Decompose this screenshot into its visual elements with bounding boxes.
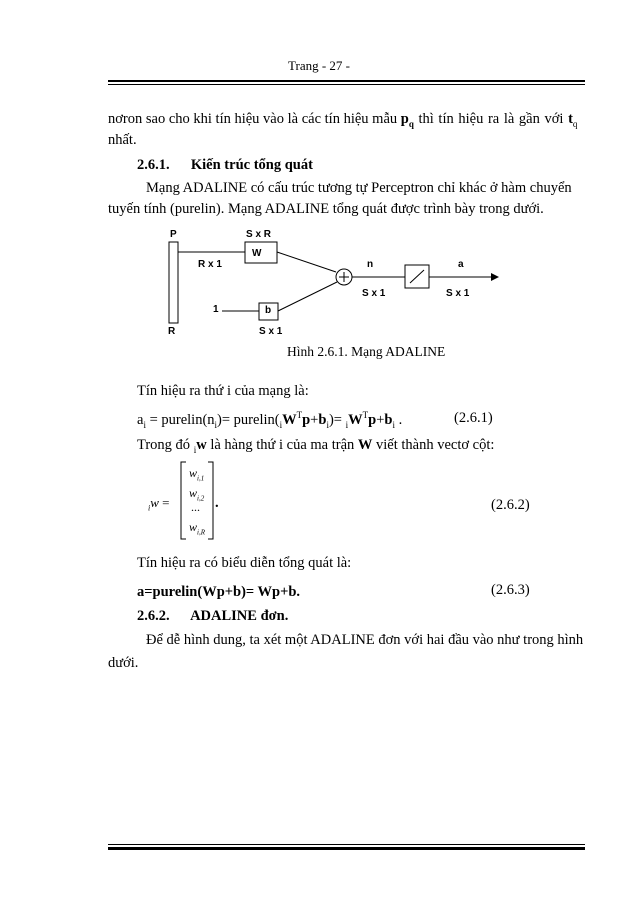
footer-rule	[108, 847, 585, 850]
equation-2-6-3: a=purelin(Wp+b)= Wp+b.	[137, 584, 301, 600]
paragraph-line: nơron sao cho khi tín hiệu vào là các tín hiệu mẫu $p_q$ thì tín hiệu ra là gần với $t_q$	[108, 111, 578, 129]
paragraph-line: Để dễ hình dung, ta xét một ADALINE đơn với hai đầu vào như trong hình	[146, 632, 584, 648]
diagram-label-sxr: S x R	[246, 229, 272, 240]
equation-number: (2.6.3)	[491, 582, 530, 598]
section-heading	[137, 606, 288, 626]
matrix-entry: $w_{i,2}$	[189, 486, 205, 503]
figure-caption: Hình 2.6.1. Mạng ADALINE	[287, 344, 446, 359]
paragraph-line: Tín hiệu ra thứ i của mạng là:	[137, 383, 309, 399]
section-title: ADALINE đơn.	[190, 608, 289, 624]
diagram-label-rx1: R x 1	[198, 259, 222, 270]
diagram-label-n: n	[367, 259, 374, 270]
diagram-label-sx1-n: S x 1	[362, 288, 386, 299]
footer-rule-thin	[108, 844, 585, 845]
paragraph-line: dưới.	[108, 655, 139, 671]
section-title: Kiến trúc tổng quát	[190, 157, 313, 173]
diagram-label-p: P	[170, 229, 177, 240]
matrix-period: .	[215, 495, 219, 511]
diagram-label-w: W	[252, 248, 262, 259]
matrix-ellipsis: ...	[191, 500, 200, 514]
matrix-entry: $w_{i,1}$	[189, 466, 205, 483]
diagram-label-b: b	[265, 305, 272, 316]
paragraph-line: Trong đó $_i$w là hàng thứ i của ma trận W viết thành vectơ cột:	[137, 437, 495, 455]
diagram-label-one: 1	[213, 304, 219, 315]
page-number: Trang - 27 -	[288, 58, 350, 73]
paragraph-line: tuyến tính (purelin). Mạng ADALINE tổng quát được trình bày trong dưới.	[108, 201, 544, 217]
section-number: 2.6.1.	[137, 157, 170, 173]
equation-number: (2.6.1)	[454, 410, 493, 426]
equation-2-6-1: $a_i$ = $purelin(n_i)=$ $purelin(_iW^Tp+b_i)= _iW^Tp+b_i$ .	[137, 410, 403, 430]
diagram-label-sx1-a: S x 1	[446, 288, 470, 299]
diagram-label-sx1-bias: S x 1	[259, 326, 283, 337]
matrix-entry: $w_{i,R}$	[189, 520, 205, 537]
paragraph-line: Mạng ADALINE có cấu trúc tương tự Perceptron chỉ khác ở hàm chuyển	[146, 180, 572, 196]
equation-2-6-2-lhs: $_i$w =	[148, 495, 170, 513]
paragraph-line: nhất.	[108, 132, 137, 148]
section-number: 2.6.2.	[137, 608, 170, 624]
diagram-label-a: a	[458, 259, 464, 270]
diagram-label-r: R	[168, 326, 176, 337]
equation-number: (2.6.2)	[491, 497, 530, 513]
paragraph-line: Tín hiệu ra có biểu diễn tổng quát là:	[137, 555, 352, 571]
